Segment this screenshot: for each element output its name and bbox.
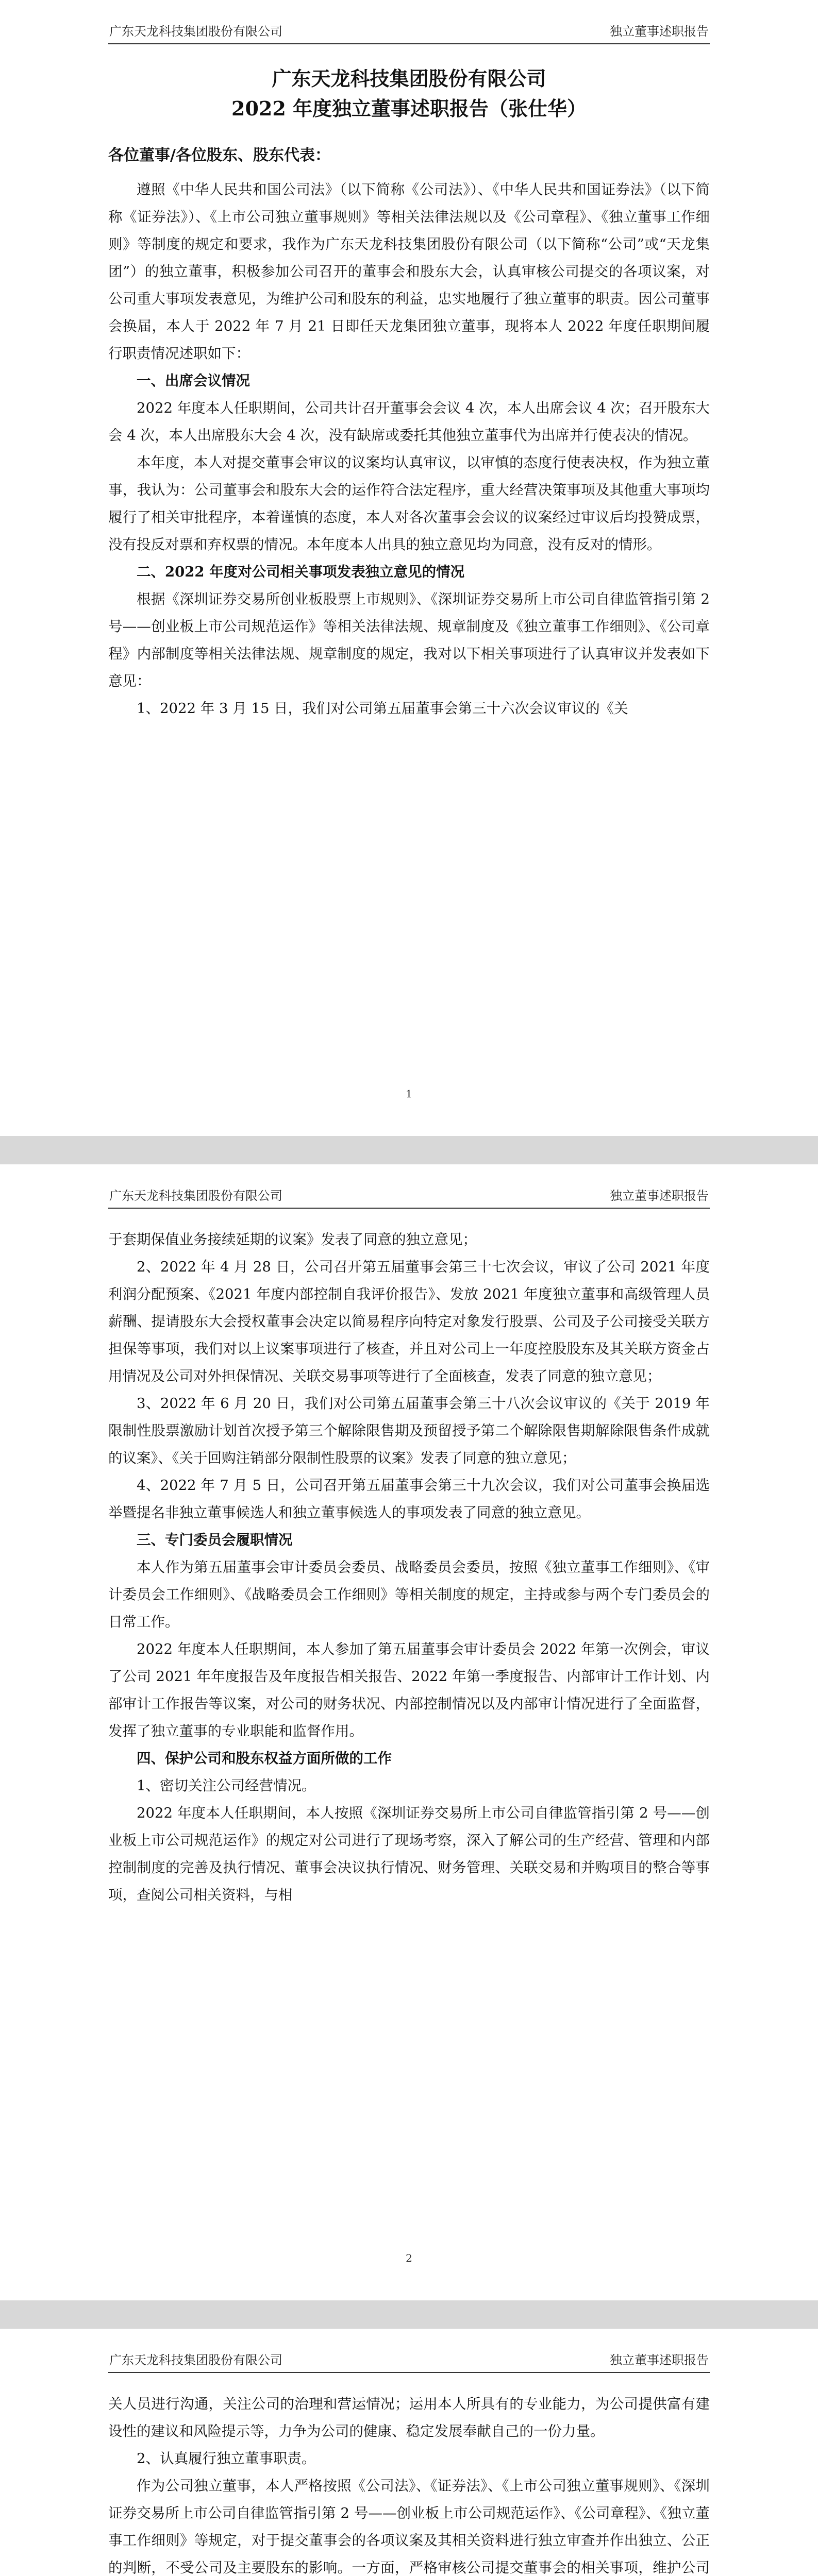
paragraph: 3、2022 年 6 月 20 日，我们对公司第五届董事会第三十八次会议审议的《关于 2019 年限制性股票激励计划首次授予第三个解除限售期及预留授予第二个解除限售期解除限售条件成就的议案》、《关于回购注销部分限制性股票的议案》发表了同意的独立意见； — [108, 1395, 710, 1466]
page-header — [108, 1184, 710, 1209]
paragraph: 作为公司独立董事，本人严格按照《公司法》、《证券法》、《上市公司独立董事规则》、《深圳证券交易所上市公司自律监管指引第 2 号——创业板上市公司规范运作》、《公司章程》、《独立董事工作细则》等规定，对于提交董事会的各项议案及其相关资料进行独立审查并作出独立、公正的判断，不受公司及主要股东的影响。一方面，严格审核公司提交董事会的相关事项，维护公司 — [108, 2478, 710, 2576]
document-page-1 — [0, 0, 818, 1136]
page-number: 1 — [406, 1088, 412, 1100]
paragraph: 本人作为第五届董事会审计委员会委员、战略委员会委员，按照《独立董事工作细则》、《审计委员会工作细则》、《战略委员会工作细则》等相关制度的规定，主持或参与两个专门委员会的日常工作。 — [108, 1559, 710, 1630]
header-company: 广东天龙科技集团股份有限公司 — [109, 1189, 282, 1203]
paragraph: 于套期保值业务接续延期的议案》发表了同意的独立意见； — [108, 1231, 477, 1248]
page-header — [108, 2348, 710, 2373]
header-doc-type: 独立董事述职报告 — [610, 2353, 709, 2367]
section-heading: 一、出席会议情况 — [137, 372, 250, 389]
paragraph: 根据《深圳证券交易所创业板股票上市规则》、《深圳证券交易所上市公司自律监管指引第 2 号——创业板上市公司规范运作》等相关法律法规、规章制度及《独立董事工作细则》、《公司章程》内部制度等相关法律法规、规章制度的规定，我对以下相关事项进行了认真审议并发表如下意见： — [108, 591, 710, 689]
paragraph: 2、2022 年 4 月 28 日，公司召开第五届董事会第三十七次会议，审议了公司 2021 年度利润分配预案、《2021 年度内部控制自我评价报告》、发放 2021 年度独立董事和高级管理人员薪酬、提请股东大会授权董事会决定以简易程序向特定对象发行股票、公司及子公司接受关联方担保等事项，我们对以上议案事项进行了核查，并且对公司上一年度控股股东及其关联方资金占用情况及公司对外担保情况、关联交易事项等进行了全面核查，发表了同意的独立意见； — [108, 1259, 710, 1384]
document-title-line1: 广东天龙科技集团股份有限公司 — [272, 67, 546, 90]
section-heading: 二、2022 年度对公司相关事项发表独立意见的情况 — [137, 564, 465, 580]
paragraph: 1、密切关注公司经营情况。 — [137, 1777, 316, 1794]
paragraph: 2022 年度本人任职期间，本人参加了第五届董事会审计委员会 2022 年第一次例会，审议了公司 2021 年年度报告及年度报告相关报告、2022 年第一季度报告、内部审计工作计划、内部审计工作报告等议案，对公司的财务状况、内部控制情况以及内部审计情况进行了全面监督，发挥了独立董事的专业职能和监督作用。 — [108, 1641, 710, 1739]
paragraph: 2022 年度本人任职期间，本人按照《深圳证券交易所上市公司自律监管指引第 2 号——创业板上市公司规范运作》的规定对公司进行了现场考察，深入了解公司的生产经营、管理和内部控制制度的完善及执行情况、董事会决议执行情况、财务管理、关联交易和并购项目的整合等事项，查阅公司相关资料，与相 — [108, 1805, 710, 1903]
paragraph: 遵照《中华人民共和国公司法》（以下简称《公司法》）、《中华人民共和国证券法》（以下简称《证券法》）、《上市公司独立董事规则》等相关法律法规以及《公司章程》、《独立董事工作细则》等制度的规定和要求，我作为广东天龙科技集团股份有限公司（以下简称“公司”或“天龙集团”）的独立董事，积极参加公司召开的董事会和股东大会，认真审核公司提交的各项议案，对公司重大事项发表意见，为维护公司和股东的利益，忠实地履行了独立董事的职责。因公司董事会换届，本人于 2022 年 7 月 21 日即任天龙集团独立董事，现将本人 2022 年度任职期间履行职责情况述职如下： — [108, 181, 710, 362]
header-doc-type: 独立董事述职报告 — [610, 1189, 709, 1203]
paragraph: 2022 年度本人任职期间，公司共计召开董事会会议 4 次，本人出席会议 4 次；召开股东大会 4 次，本人出席股东大会 4 次，没有缺席或委托其他独立董事代为出席并行使表决的情况。 — [108, 400, 710, 444]
document-title-line2: 2022 年度独立董事述职报告（张仕华） — [231, 97, 587, 120]
page-number: 2 — [406, 2252, 412, 2264]
paragraph: 4、2022 年 7 月 5 日，公司召开第五届董事会第三十九次会议，我们对公司董事会换届选举暨提名非独立董事候选人和独立董事候选人的事项发表了同意的独立意见。 — [108, 1477, 710, 1521]
document-page-3 — [0, 2329, 818, 2576]
paragraph: 1、2022 年 3 月 15 日，我们对公司第五届董事会第三十六次会议审议的《关 — [137, 700, 628, 717]
paragraph: 2、认真履行独立董事职责。 — [137, 2450, 316, 2467]
header-company: 广东天龙科技集团股份有限公司 — [109, 24, 282, 39]
document-page-2 — [0, 1164, 818, 2300]
section-heading: 三、专门委员会履职情况 — [137, 1532, 293, 1548]
paragraph: 关人员进行沟通，关注公司的治理和营运情况；运用本人所具有的专业能力，为公司提供富有建设性的建议和风险提示等，力争为公司的健康、稳定发展奉献自己的一份力量。 — [108, 2396, 710, 2439]
page-header — [108, 20, 710, 44]
salutation: 各位董事/各位股东、股东代表： — [108, 146, 330, 164]
header-company: 广东天龙科技集团股份有限公司 — [109, 2353, 282, 2367]
section-heading: 四、保护公司和股东权益方面所做的工作 — [137, 1750, 392, 1767]
paragraph: 本年度，本人对提交董事会审议的议案均认真审议，以审慎的态度行使表决权，作为独立董事，我认为：公司董事会和股东大会的运作符合法定程序，重大经营决策事项及其他重大事项均履行了相关审批程序，本着谨慎的态度，本人对各次董事会会议的议案经过审议后均投赞成票，没有投反对票和弃权票的情况。本年度本人出具的独立意见均为同意，没有反对的情形。 — [108, 454, 710, 553]
header-doc-type: 独立董事述职报告 — [610, 24, 709, 39]
